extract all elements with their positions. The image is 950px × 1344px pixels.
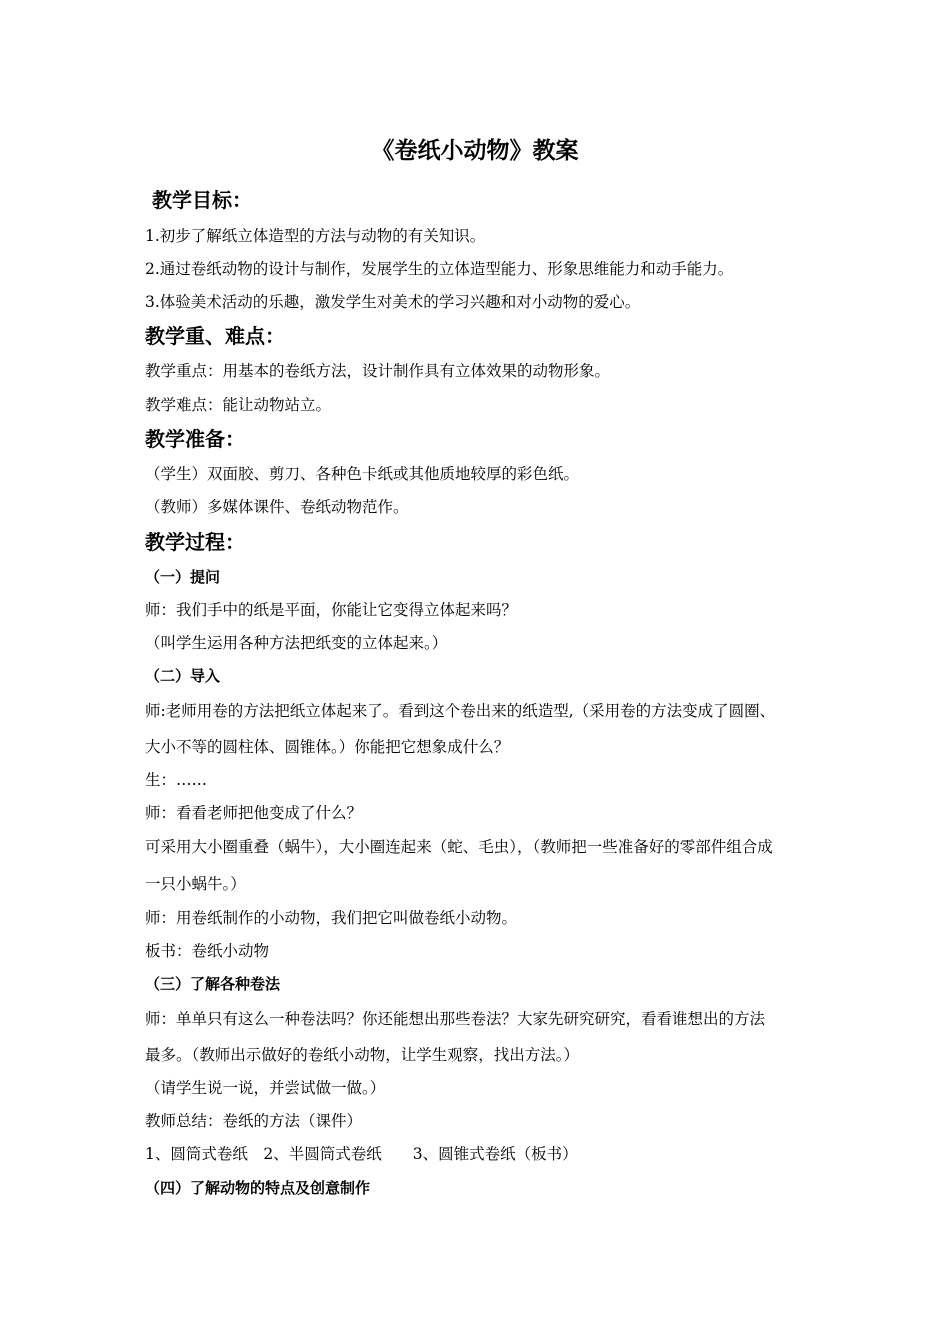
preparation-heading: 教学准备： (145, 427, 245, 451)
section-2-line-7: 师：用卷纸制作的小动物，我们把它叫做卷纸小动物。 (145, 909, 518, 927)
section-2-line-3: 生：…… (145, 771, 208, 789)
section-1-line-1: 师：我们手中的纸是平面，你能让它变得立体起来吗？ (145, 601, 518, 619)
section-2-line-1: 师:老师用卷的方法把纸立体起来了。看到这个卷出来的纸造型,（采用卷的方法变成了圆圈、 (145, 702, 776, 720)
document-title: 《卷纸小动物》教案 (371, 137, 579, 164)
section-2-line-2: 大小不等的圆柱体、圆锥体。）你能把它想象成什么？ (145, 738, 510, 756)
section-4-heading: （四）了解动物的特点及创意制作 (145, 1179, 371, 1197)
section-3-line-5: 1、圆筒式卷纸 2、半圆筒式卷纸 3、圆锥式卷纸（板书） (145, 1145, 578, 1163)
section-2-line-6: 一只小蜗牛。） (145, 875, 246, 893)
preparation-item-2: （教师）多媒体课件、卷纸动物范作。 (145, 498, 409, 516)
goal-item-1: 1.初步了解纸立体造型的方法与动物的有关知识。 (145, 227, 486, 245)
section-3-line-1: 师：单单只有这么一种卷法吗？你还能想出那些卷法？大家先研究研究，看看谁想出的方法 (145, 1010, 766, 1028)
section-1-line-2: （叫学生运用各种方法把纸变的立体起来。） (145, 634, 448, 652)
section-1-heading: （一）提问 (145, 568, 221, 586)
goals-heading: 教学目标： (152, 188, 252, 212)
section-3-line-4: 教师总结：卷纸的方法（课件） (145, 1112, 363, 1130)
preparation-item-1: （学生）双面胶、剪刀、各种色卡纸或其他质地较厚的彩色纸。 (145, 465, 580, 483)
process-heading: 教学过程： (145, 530, 245, 554)
section-2-line-8: 板书：卷纸小动物 (145, 942, 270, 960)
key-point-item-2: 教学难点：能让动物站立。 (145, 396, 332, 414)
key-point-item-1: 教学重点：用基本的卷纸方法，设计制作具有立体效果的动物形象。 (145, 362, 611, 380)
section-2-heading: （二）导入 (145, 667, 221, 685)
goal-item-2: 2.通过卷纸动物的设计与制作，发展学生的立体造型能力、形象思维能力和动手能力。 (145, 260, 734, 278)
section-3-line-3: （请学生说一说，并尝试做一做。） (145, 1079, 386, 1097)
key-points-heading: 教学重、难点： (145, 324, 285, 348)
section-2-line-4: 师：看看老师把他变成了什么？ (145, 804, 363, 822)
goal-item-3: 3.体验美术活动的乐趣，激发学生对美术的学习兴趣和对小动物的爱心。 (145, 293, 641, 311)
section-3-heading: （三）了解各种卷法 (145, 975, 281, 993)
section-3-line-2: 最多。（教师出示做好的卷纸小动物，让学生观察，找出方法。） (145, 1046, 580, 1064)
section-2-line-5: 可采用大小圈重叠（蜗牛），大小圈连起来（蛇、毛虫），（教师把一些准备好的零部件组合成 (145, 838, 773, 856)
